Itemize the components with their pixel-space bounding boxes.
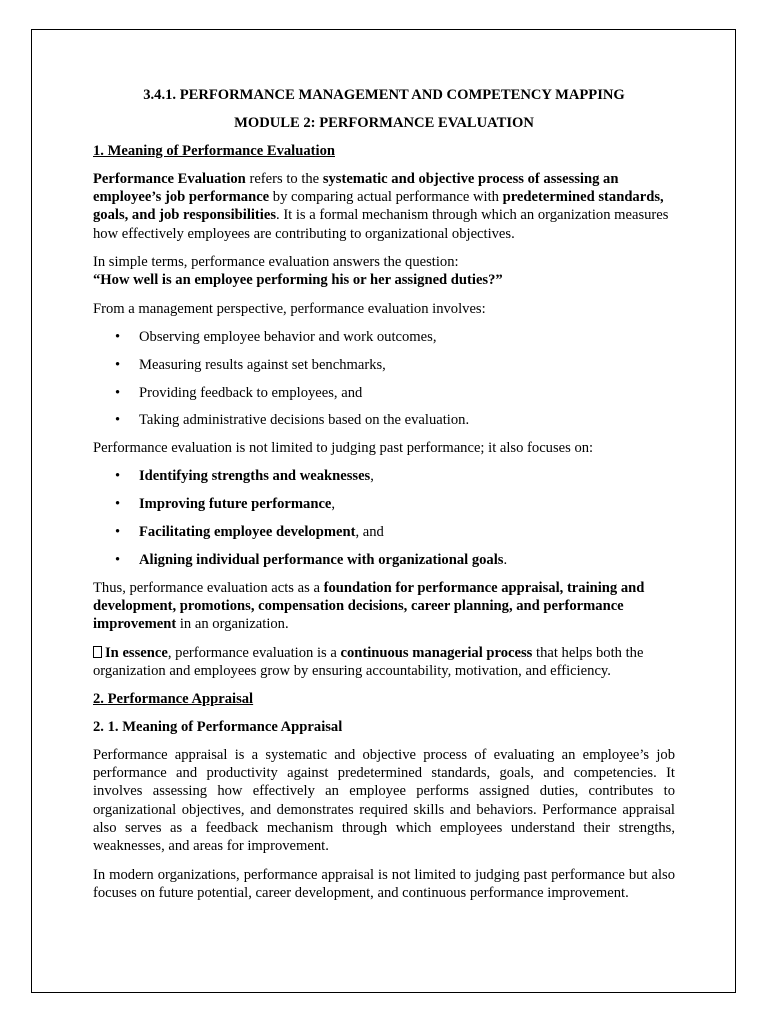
list-item [93,411,675,429]
text-span: that helps both the organization and employees grow by ensuring accountability, motivation, and efficiency. [93,644,644,679]
section-heading-text: Performance Appraisal [107,691,254,708]
foundation-bold: foundation for performance appraisal, training and development, promotions, compensation decisions, career planning, and performance improvement [93,579,645,633]
list-item-bold: Aligning individual performance with organizational goals [139,551,504,568]
question-intro: In simple terms, performance evaluation answers the question: [93,254,459,271]
list-item-text: , and [355,524,384,541]
list-item-text: , [370,468,374,485]
list-item-text: , [331,496,336,513]
bullet-icon: • [115,551,121,568]
focus-list [93,467,675,569]
missing-glyph-icon [93,646,102,658]
appraisal-paragraph-2: In modern organizations, performance appraisal is not limited to judging past performance but also focuses on future potential, career development, and continuous performance improvement. [93,866,675,901]
list-item-text: . [503,551,508,568]
question-paragraph [93,253,675,290]
bullet-icon: • [115,412,121,429]
bullet-icon: • [115,468,121,485]
list-item [93,328,675,346]
essence-bold: In essence [105,644,168,661]
bullet-icon: • [115,356,121,373]
text-span: in an organization. [176,616,289,633]
section-heading-appraisal [93,690,675,708]
list-item-text: Observing employee behavior and work outcomes, [139,328,437,345]
focus-paragraph: Performance evaluation is not limited to judging past performance; it also focuses on: [93,440,594,457]
list-item-text: Providing feedback to employees, and [139,384,363,401]
bullet-icon: • [115,328,121,345]
module-title: MODULE 2: PERFORMANCE EVALUATION [234,115,534,132]
list-item-text: Measuring results against set benchmarks, [139,356,386,373]
list-item [93,384,675,402]
subsection-heading: 2. 1. Meaning of Performance Appraisal [93,719,343,736]
document-title: 3.4.1. PERFORMANCE MANAGEMENT AND COMPETENCY MAPPING [143,87,625,103]
bullet-icon: • [115,496,121,513]
section-number: 2. [93,691,104,708]
bullet-icon: • [115,384,121,401]
list-item [93,495,675,513]
list-item [93,551,675,569]
appraisal-paragraph-1: Performance appraisal is a systematic and objective process of evaluating an employee’s job performance and productivity against predetermined standards, goals, and competencies. It involves assessing how effectively an employee performs assigned duties, contributes to organizational objectives, and demonstrates required skills and behaviors. Performance appraisal also serves as a feedback mechanism through which employees understand their strengths, weaknesses, and areas for improvement. [93,746,675,855]
list-item-text: Taking administrative decisions based on the evaluation. [139,412,470,429]
list-item-bold: Identifying strengths and weaknesses [139,468,371,485]
essence-paragraph [93,644,675,681]
list-item-bold: Improving future performance [139,496,332,513]
process-bold: continuous managerial process [340,644,533,661]
text-span: . It is a formal mechanism through which an organization measures how effectively employees are contributing to organizational objectives. [93,207,669,242]
involves-list [93,328,675,430]
text-span: , performance evaluation is a [167,644,341,661]
management-perspective-paragraph: From a management perspective, performance evaluation involves: [93,300,486,317]
list-item [93,467,675,485]
standards-bold: predetermined standards, goals, and job responsibilities [93,189,664,224]
text-span: by comparing actual performance with [269,189,503,206]
text-span: Thus, performance evaluation acts as a [93,579,324,596]
text-span: refers to the [245,170,323,187]
list-item [93,356,675,374]
document-body [93,86,675,912]
definition-bold: systematic and objective process of assessing an employee’s job performance [93,170,619,206]
definition-paragraph [93,170,675,243]
foundation-paragraph [93,579,675,634]
term-bold: Performance Evaluation [93,170,246,187]
list-item-bold: Facilitating employee development [139,524,356,541]
key-question: “How well is an employee performing his or her assigned duties?” [93,272,503,289]
bullet-icon: • [115,524,121,541]
list-item [93,523,675,541]
section-heading-meaning: 1. Meaning of Performance Evaluation [93,142,335,159]
